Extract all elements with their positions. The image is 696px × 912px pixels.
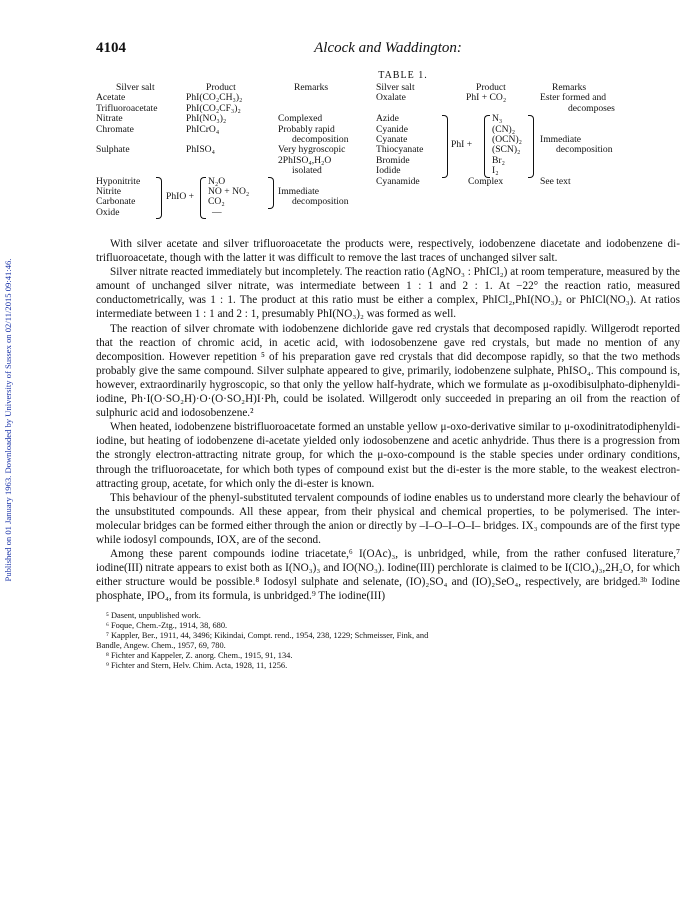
- table-cell: isolated: [292, 165, 322, 177]
- side-download-note: [2, 150, 14, 690]
- table-header: Remarks: [294, 82, 329, 93]
- table-cell: Bromide: [376, 154, 410, 166]
- page-number: 4104: [96, 40, 126, 56]
- table-cell: Cyanide: [376, 123, 408, 135]
- table-cell: Nitrate: [96, 113, 123, 125]
- table-cell: (CN)₂: [492, 123, 516, 135]
- table-cell: Probably rapid: [278, 123, 335, 135]
- table-1: [96, 83, 680, 231]
- paragraph: Silver nitrate reacted immediately but incompletely. The reaction ratio (AgNO₃ : PhICl₂) at room temperature, measured by the amount of unchanged silver nitrate, was intermediate between 1 : 1 and 2 : 1. At −22° the reaction ratio, measured conductometrically, was 1 : 1. The product at this ratio must be either a complex, PhICl₂,PhI(NO₃)₂ or PhICl(NO₃). At ratios intermediate between 1 : 1 and 2 : 1, presumably PhI(NO₃)₂ was formed as well.: [96, 266, 680, 321]
- table-cell: Thiocyanate: [376, 144, 424, 156]
- table-cell: Hyponitrite: [96, 175, 141, 187]
- table-cell: decomposition: [556, 144, 613, 156]
- table-cell: Complex: [468, 175, 504, 187]
- table-cell: (SCN)₂: [492, 144, 521, 156]
- table-cell: PhI + CO₂: [466, 92, 507, 104]
- table-cell: decomposes: [568, 102, 615, 114]
- page: [96, 40, 680, 671]
- table-cell: PhISO₄: [186, 144, 215, 156]
- table-cell: Iodide: [376, 165, 401, 177]
- table-cell: Cyanate: [376, 134, 408, 145]
- table-cell: Immediate: [540, 134, 582, 145]
- footnote: ⁷ Kappler, Ber., 1911, 44, 3496; Kikindai, Compt. rend., 1954, 238, 1229; Schmeisser, Fink, and: [106, 631, 429, 641]
- table-brace: [442, 115, 448, 178]
- paragraph: The reaction of silver chromate with iodobenzene dichloride gave red crystals that decomposed rapidly. Willgerodt reported that the reaction of chromic acid, in acetic acid, with iodosobenzene gave red crystals, but made no mention of any decomposition. However repetition ⁵ of his preparation gave red crystals that did decompose rapidly, so that the two methods probably give the same compound. Silver sulphate appeared to give, primarily, iodobenzene sulphate, PhISO₄. This compound is, however, extraordinarily hygroscopic, so that only the yellow half-hydrate, which we formulate as μ-oxodibisulphato-diphenyldi-iodine, Ph·I(O·SO₂H)·O·(O·SO₂H)I·Ph, could be isolated. Willgerodt only succeeded in preparing an oil from the reaction of sulphuric acid and iodosobenzene.²: [96, 322, 680, 420]
- paragraph: With silver acetate and silver trifluoroacetate the products were, respectively, iodobenzene diacetate and iodobenzene di-trifluoroacetate, though with the latter it was difficult to remove the last traces of unchanged silver salt.: [96, 238, 680, 265]
- footnote-continuation: Bandle, Angew. Chem., 1957, 69, 780.: [96, 641, 226, 651]
- table-cell: Cyanamide: [376, 175, 420, 187]
- table-cell: decomposition: [292, 134, 349, 145]
- footnotes: [96, 611, 680, 671]
- table-header: Silver salt: [376, 82, 415, 93]
- footnote: ⁹ Fichter and Stern, Helv. Chim. Acta, 1928, 11, 1256.: [106, 661, 288, 671]
- table-cell: Nitrite: [96, 186, 122, 197]
- table-cell: Chromate: [96, 123, 134, 135]
- paragraph: When heated, iodobenzene bistrifluoroacetate formed an unstable yellow μ-oxo-derivative similar to μ-oxodinitratodiphenyldi-iodine, but heating of iodobenzene di-acetate yielded only iodosobenzene and acetic anhydride. Thus there is a progression from the strongly electron-attracting nitrate group, for which the μ-oxo-compound is the stable species under ordinary conditions, through the trifluoroacetate, for which both types of compound exist but the di-ester is the more stable, to the weakest electron-attracting group, acetate, for which only the di-ester is known.: [96, 421, 680, 490]
- table-cell: Very hygroscopic: [278, 144, 346, 156]
- table-cell: Ester formed and: [540, 92, 607, 104]
- footnote: ⁵ Dasent, unpublished work.: [106, 611, 201, 621]
- footnote: ⁶ Foque, Chem.-Ztg., 1914, 38, 680.: [106, 621, 228, 631]
- running-title: Alcock and Waddington:: [314, 40, 462, 56]
- table-cell: (OCN)₂: [492, 134, 522, 145]
- paragraph: Among these parent compounds iodine triacetate,⁶ I(OAc)₃, is unbridged, while, from the rather confused literature,⁷ iodine(III) nitrate appears to exist both as I(NO₃)₃ and IO(NO₃). Iodine(III) perchlorate is claimed to be I(ClO₄)₃,2H₂O, for which either structure would be possible.⁸ Iodosyl sulphate and selenate, (IO)₂SO₄ and (IO)₂SeO₄, respectively, are bridged.³ᵇ Iodine phosphate, IPO₄, from its formula, is unbridged.⁹ The iodine(III): [96, 548, 680, 603]
- table-cell: N₂O: [208, 175, 226, 187]
- table-cell: Sulphate: [96, 144, 130, 156]
- table-cell: PhIO +: [166, 191, 195, 202]
- table-cell: Trifluoroacetate: [96, 102, 158, 114]
- table-cell: N₃: [492, 113, 503, 125]
- table-cell: NO + NO₂: [208, 186, 250, 197]
- table-header: Product: [476, 82, 506, 93]
- table-brace: [268, 177, 274, 209]
- table-caption: TABLE 1.: [378, 70, 428, 81]
- table-brace: [484, 115, 490, 178]
- table-cell: Azide: [376, 113, 399, 125]
- table-cell: —: [212, 206, 222, 218]
- footnote: ⁸ Fichter and Kappeler, Z. anorg. Chem., 1915, 91, 134.: [106, 651, 293, 661]
- table-cell: Oxide: [96, 206, 120, 218]
- side-download-text: Published on 01 January 1963. Downloaded by University of Sussex on 02/11/2015 09:41:46.: [3, 258, 13, 582]
- table-cell: PhI(CO₂CF₃)₂: [186, 102, 241, 114]
- table-cell: PhICrO₄: [186, 123, 220, 135]
- table-cell: Acetate: [96, 92, 126, 104]
- table-brace: [528, 115, 534, 178]
- table-cell: Immediate: [278, 186, 320, 197]
- table-header: Remarks: [552, 82, 587, 93]
- table-cell: PhI +: [451, 139, 473, 150]
- table-cell: 2PhISO₄,H₂O: [278, 154, 332, 166]
- table-cell: Complexed: [278, 113, 323, 125]
- table-cell: PhI(CO₂CH₃)₂: [186, 92, 243, 104]
- paragraph: This behaviour of the phenyl-substituted tervalent compounds of iodine enables us to understand more clearly the behaviour of the unsubstituted compounds. All these appear, from their physical and chemical properties, to be polymerised. The inter-molecular bridges can be formed either through the anion or directly by –I–O–I–O–I– bridges. IX₃ compounds are of the first type while iodosyl compounds, IOX, are of the second.: [96, 491, 680, 546]
- table-cell: See text: [540, 175, 571, 187]
- table-cell: CO₂: [208, 196, 225, 208]
- table-header: Product: [206, 82, 236, 93]
- table-cell: decomposition: [292, 196, 349, 208]
- table-cell: Oxalate: [376, 92, 406, 104]
- table-header: Silver salt: [116, 82, 155, 93]
- table-cell: Br₂: [492, 154, 505, 166]
- table-brace: [156, 177, 162, 219]
- table-cell: PhI(NO₃)₂: [186, 113, 227, 125]
- table-cell: Carbonate: [96, 196, 136, 208]
- table-brace: [200, 177, 206, 219]
- article-body: [96, 237, 680, 603]
- table-cell: I₂: [492, 165, 499, 177]
- running-header: [96, 40, 680, 62]
